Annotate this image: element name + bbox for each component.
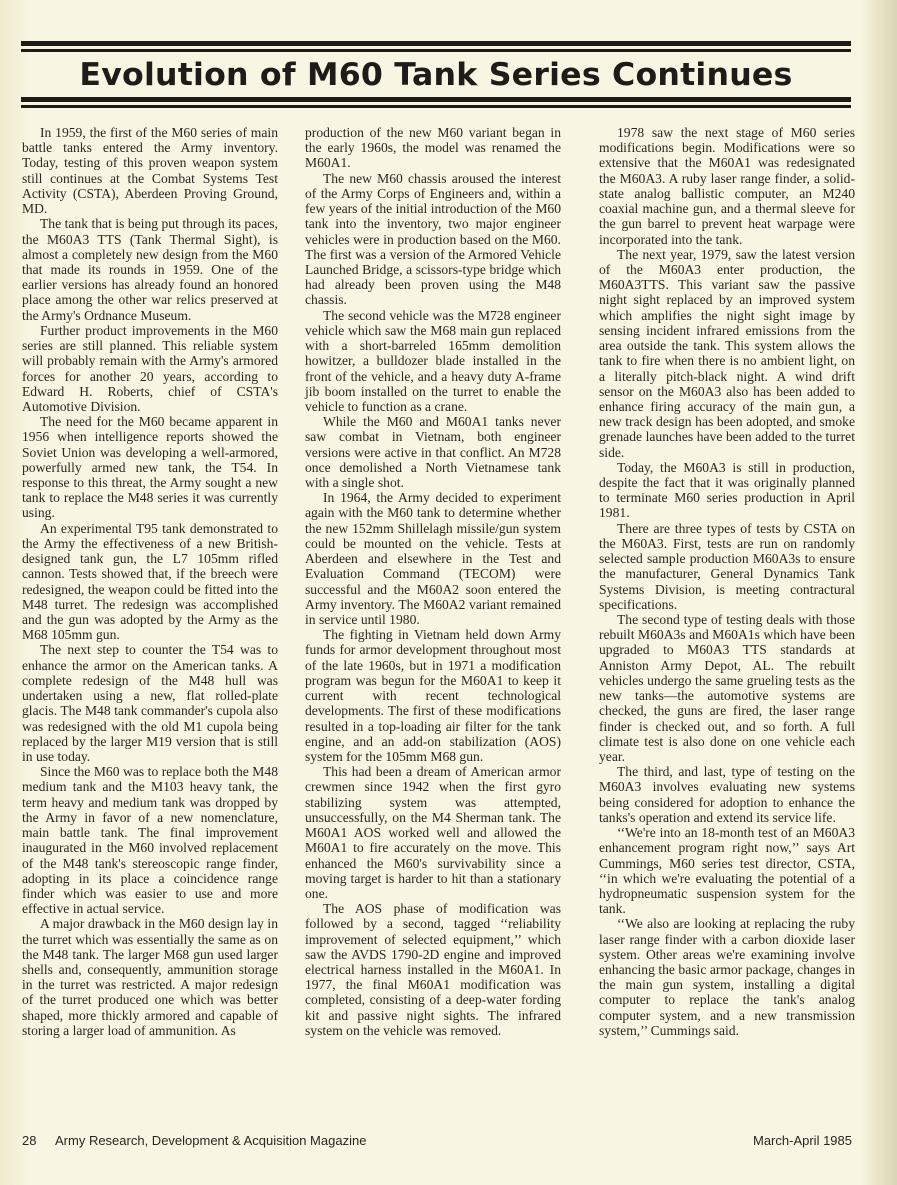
issue-date: March-April 1985: [753, 1133, 852, 1148]
paragraph: Today, the M60A3 is still in production, despite the fact that it was originally planned to terminate M60 series production in April 1981.: [599, 459, 855, 521]
page-number: 28: [22, 1133, 37, 1148]
paragraph: The second vehicle was the M728 engineer vehicle which saw the M68 main gun replaced with a short-barreled 165mm demolition howitzer, a bulldozer blade installed in the front of the vehicle, and a heavy duty A-frame jib boom installed on the turret to enable the vehicle to function as a crane.: [305, 307, 561, 414]
paragraph: ‘‘We're into an 18-month test of an M60A3 enhancement program right now,’’ says Art Cummings, M60 series test director, CSTA, ‘‘in which we're evaluating the potential of a hydropneumatic suspension system for the tank.: [599, 825, 855, 917]
column-2: [305, 125, 561, 1038]
top-rule-thin: [21, 49, 851, 52]
page-footer: [22, 1133, 852, 1149]
paragraph: The second type of testing deals with those rebuilt M60A3s and M60A1s which have been upgraded to M60A3 TTS standards at Anniston Army Depot, AL. The rebuilt vehicles undergo the same grueling tests as the new tanks—the automotive systems are checked, the guns are fired, the laser range finder is checked out, and so forth. A full climate test is also done on one vehicle each year.: [599, 612, 855, 764]
paragraph: The next step to counter the T54 was to enhance the armor on the American tanks. A complete redesign of the M48 hull was undertaken using a new, flat rolled-plate glacis. The M48 tank commander's cupola also was redesigned with the old M1 cupola being replaced by the larger M19 version that is still in use today.: [22, 642, 278, 764]
paragraph: This had been a dream of American armor crewmen since 1942 when the first gyro stabilizing system was attempted, unsuccessfully, on the M4 Sherman tank. The M60A1 AOS worked well and allowed the M60A1 to fire accurately on the move. This enhanced the M60's survivability since a moving target is harder to hit than a stationary one.: [305, 764, 561, 901]
column-1: [22, 125, 278, 1038]
paragraph: The next year, 1979, saw the latest version of the M60A3 enter production, the M60A3TTS. This variant saw the passive night sight replaced by an improved system which amplifies the night sight image by sensing incident infrared emissions from the area outside the tank. This system allows the tank to fire when there is no ambient light, on a literally pitch-black night. A wind drift sensor on the M60A3 also has been added to enhance firing accuracy of the main gun, a new track design has been adopted, and smoke grenade launches have been added to the turret side.: [599, 246, 855, 460]
article-body: [22, 125, 854, 1115]
paragraph: Further product improvements in the M60 series are still planned. This reliable system will probably remain with the Army's armored forces for another 20 years, according to Edward H. Roberts, chief of CSTA's Automotive Division.: [22, 322, 278, 414]
paragraph: An experimental T95 tank demonstrated to the Army the effectiveness of a new British-designed tank gun, the L7 105mm rifled cannon. Tests showed that, if the breech were redesigned, the weapon could be fitted into the M48 turret. The redesign was accomplished and the gun was adopted by the Army as the M68 105mm gun.: [22, 520, 278, 643]
paragraph: 1978 saw the next stage of M60 series modifications begin. Modifications were so extensive that the M60A1 was redesignated the M60A3. A ruby laser range finder, a solid-state analog ballistic computer, an M240 coaxial machine gun, and a thermal sleeve for the gun barrel to prevent heat warpage were incorporated into the tank.: [599, 125, 855, 247]
paragraph: In 1959, the first of the M60 series of main battle tanks entered the Army inventory. Today, testing of this proven weapon system still continues at the Combat Systems Test Activity (CSTA), Aberdeen Proving Ground, MD.: [22, 125, 278, 217]
paragraph: The fighting in Vietnam held down Army funds for armor development throughout most of the late 1960s, but in 1971 a modification program was begun for the M60A1 to keep it current with recent technological developments. The first of these modifications resulted in a top-loading air filter for the tank engine, and an add-on stabilization (AOS) system for the 105mm M68 gun.: [305, 627, 561, 764]
bottom-rule-thin: [21, 105, 851, 108]
article-header: [21, 41, 851, 108]
column-3: [599, 125, 855, 1038]
paragraph: The tank that is being put through its paces, the M60A3 TTS (Tank Thermal Sight), is almost a completely new design from the M60 that made its rounds in 1959. One of the earlier versions has already found an honored place among the other war relics preserved at the Army's Ordnance Museum.: [22, 216, 278, 323]
paragraph: Since the M60 was to replace both the M48 medium tank and the M103 heavy tank, the term heavy and medium tank was dropped by the Army in favor of a new nomenclature, main battle tank. The final improvement inaugurated in the M60 involved replacement of the M48 tank's stereoscopic range finder, adopting in its place a coincidence range finder which was easier to use and more effective in actual service.: [22, 764, 278, 917]
paragraph: While the M60 and M60A1 tanks never saw combat in Vietnam, both engineer versions were active in that conflict. An M728 once demolished a North Vietnamese tank with a single shot.: [305, 414, 561, 491]
paragraph: The new M60 chassis aroused the interest of the Army Corps of Engineers and, within a few years of the initial introduction of the M60 tank into the inventory, two major engineer vehicles were in production based on the M60. The first was a version of the Armored Vehicle Launched Bridge, a scissors-type bridge which had already been proven using the M48 chassis.: [305, 170, 561, 308]
article-title: Evolution of M60 Tank Series Continues: [79, 57, 793, 93]
top-rule-thick: [21, 41, 851, 46]
publication-name: Army Research, Development & Acquisition Magazine: [55, 1133, 367, 1148]
paragraph: The third, and last, type of testing on the M60A3 involves evaluating new systems being considered for adoption to enhance the tanks's operation and extend its service life.: [599, 764, 855, 825]
bottom-rule-thick: [21, 97, 851, 102]
paragraph: A major drawback in the M60 design lay in the turret which was essentially the same as on the M48 tank. The larger M68 gun used larger shells and, consequently, ammunition storage in the turret was restricted. A major redesign of the turret produced one which was better shaped, more thickly armored and capable of storing a larger load of ammunition. As: [22, 916, 278, 1038]
paragraph: In 1964, the Army decided to experiment again with the M60 tank to determine whether the new 152mm Shillelagh missile/gun system could be mounted on the vehicle. Tests at Aberdeen and elsewhere in the Test and Evaluation Command (TECOM) were successful and the M60A2 soon entered the Army inventory. The M60A2 variant remained in service until 1980.: [305, 490, 561, 627]
paragraph: The need for the M60 became apparent in 1956 when intelligence reports showed the Soviet Union was developing a well-armored, powerfully armed new tank, the T54. In response to this threat, the Army sought a new tank to replace the M48 series it was currently using.: [22, 414, 278, 521]
paragraph: The AOS phase of modification was followed by a second, tagged ‘‘reliability improvement of selected equipment,’’ which saw the AVDS 1790-2D engine and improved electrical harness installed in the M60A1. In 1977, the final M60A1 modification was completed, consisting of a deep-water fording kit and passive night sights. The infrared system on the vehicle was removed.: [305, 901, 561, 1038]
paragraph: There are three types of tests by CSTA on the M60A3. First, tests are run on randomly selected sample production M60A3s to ensure the manufacturer, General Dynamics Tank Systems Division, is meeting contractural specifications.: [599, 520, 855, 612]
continued-paragraph: production of the new M60 variant began in the early 1960s, the model was renamed the M60A1.: [305, 125, 561, 171]
paragraph: ‘‘We also are looking at replacing the ruby laser range finder with a carbon dioxide laser system. Other areas we're examining involve enhancing the basic armor package, changes in the main gun system, installing a digital computer to replace the tank's analog computer system, and a new transmission system,’’ Cummings said.: [599, 916, 855, 1038]
